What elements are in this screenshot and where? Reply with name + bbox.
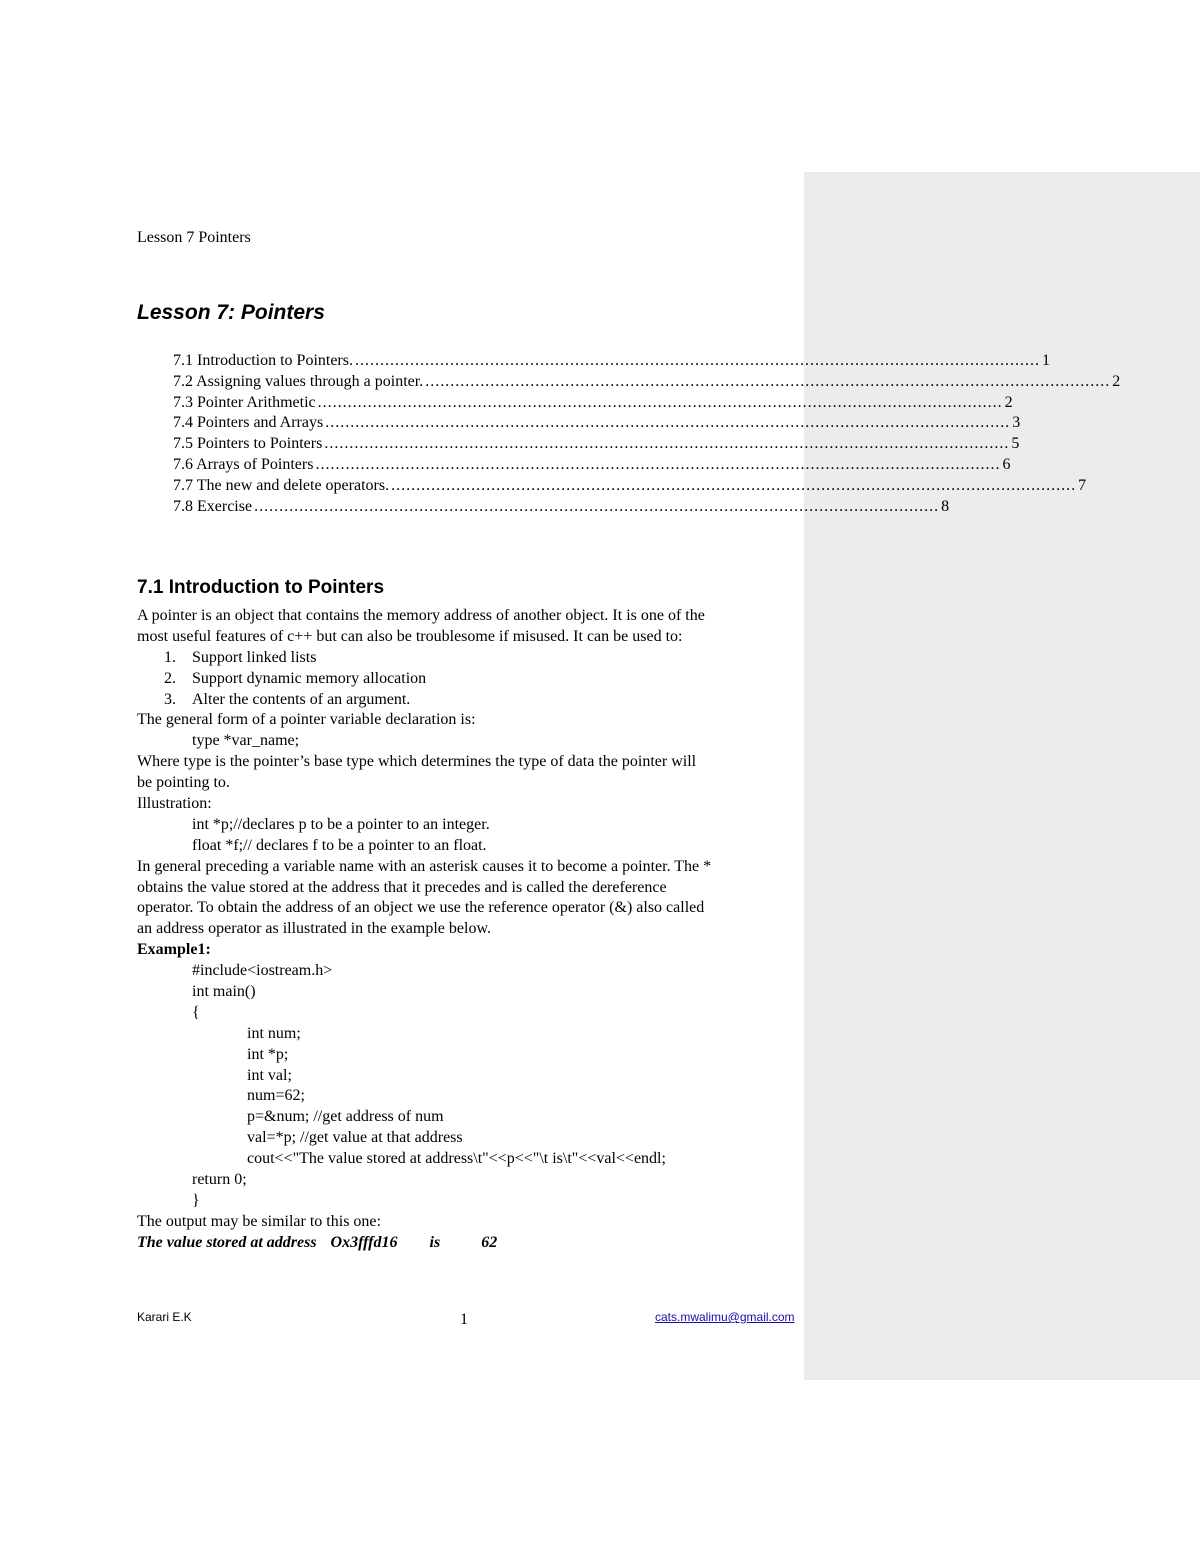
code-line: p=&num; //get address of num — [247, 1108, 444, 1126]
code-line: cout<<"The value stored at address\t"<<p<<"\t is\t"<<val<<endl; — [247, 1150, 666, 1168]
toc-entry[interactable]: 7.5 Pointers to Pointers ......................................................................................................................................... 5 — [173, 435, 1020, 453]
paragraph-line: most useful features of c++ but can also be troublesome if misused. It can be used to: — [137, 627, 683, 645]
paragraph-line: The output may be similar to this one: — [137, 1212, 381, 1230]
footer-author: Karari E.K — [137, 1310, 192, 1324]
list-item: 3. Alter the contents of an argument. — [164, 690, 411, 708]
section-heading: 7.1 Introduction to Pointers — [137, 577, 385, 598]
paragraph-line: an address operator as illustrated in the example below. — [137, 920, 491, 938]
paragraph-line: Where type is the pointer’s base type which determines the type of data the pointer will — [137, 753, 697, 771]
code-line: int *p;//declares p to be a pointer to an integer. — [192, 815, 490, 833]
code-line: int num; — [247, 1024, 301, 1042]
example-label: Example1: — [137, 941, 211, 959]
paragraph-line: be pointing to. — [137, 774, 230, 792]
code-line: int main() — [192, 983, 256, 1001]
toc-entry[interactable]: 7.1 Introduction to Pointers. ......................................................................................................................................... 1 — [173, 352, 1050, 369]
code-line: } — [192, 1191, 200, 1209]
list-item: 2. Support dynamic memory allocation — [164, 669, 427, 687]
code-line: #include<iostream.h> — [192, 962, 333, 980]
code-line: int val; — [247, 1066, 292, 1084]
page-title: Lesson 7: Pointers — [137, 301, 325, 324]
section-body — [137, 606, 797, 1254]
code-line: type *var_name; — [192, 732, 300, 750]
code-line: float *f;// declares f to be a pointer to an float. — [192, 836, 487, 854]
paragraph-line: A pointer is an object that contains the memory address of another object. It is one of the — [137, 607, 705, 624]
code-line: { — [192, 1003, 200, 1021]
toc-entry[interactable]: 7.7 The new and delete operators. ......................................................................................................................................... 7 — [173, 476, 1087, 494]
code-line: int *p; — [247, 1045, 289, 1063]
toc-entry[interactable]: 7.8 Exercise ......................................................................................................................................... 8 — [173, 497, 950, 515]
paragraph-line: The general form of a pointer variable declaration is: — [137, 711, 476, 729]
toc-entry[interactable]: 7.2 Assigning values through a pointer. ......................................................................................................................................... 2 — [173, 372, 1121, 390]
toc-entry[interactable]: 7.4 Pointers and Arrays ......................................................................................................................................... 3 — [173, 414, 1021, 432]
toc-entry[interactable]: 7.3 Pointer Arithmetic ......................................................................................................................................... 2 — [173, 393, 1013, 411]
code-line: num=62; — [247, 1087, 305, 1105]
toc-entry[interactable]: 7.6 Arrays of Pointers ......................................................................................................................................... 6 — [173, 455, 1011, 473]
paragraph-line: operator. To obtain the address of an object we use the reference operator (&) also called — [137, 899, 705, 917]
sample-output: The value stored at address Ox3fffd16 is 62 — [137, 1233, 498, 1251]
code-line: val=*p; //get value at that address — [247, 1129, 463, 1147]
paragraph-line: In general preceding a variable name with an asterisk causes it to become a pointer. The * — [137, 857, 712, 875]
illustration-label: Illustration: — [137, 795, 212, 813]
footer-email-link[interactable]: cats.mwalimu@gmail.com — [655, 1310, 795, 1324]
table-of-contents — [173, 351, 1121, 517]
list-item: 1. Support linked lists — [164, 648, 317, 666]
footer-page-number: 1 — [460, 1311, 468, 1328]
code-line: return 0; — [192, 1171, 247, 1189]
paragraph-line: obtains the value stored at the address that it precedes and is called the dereference — [137, 878, 667, 896]
running-header: Lesson 7 Pointers — [137, 229, 251, 246]
